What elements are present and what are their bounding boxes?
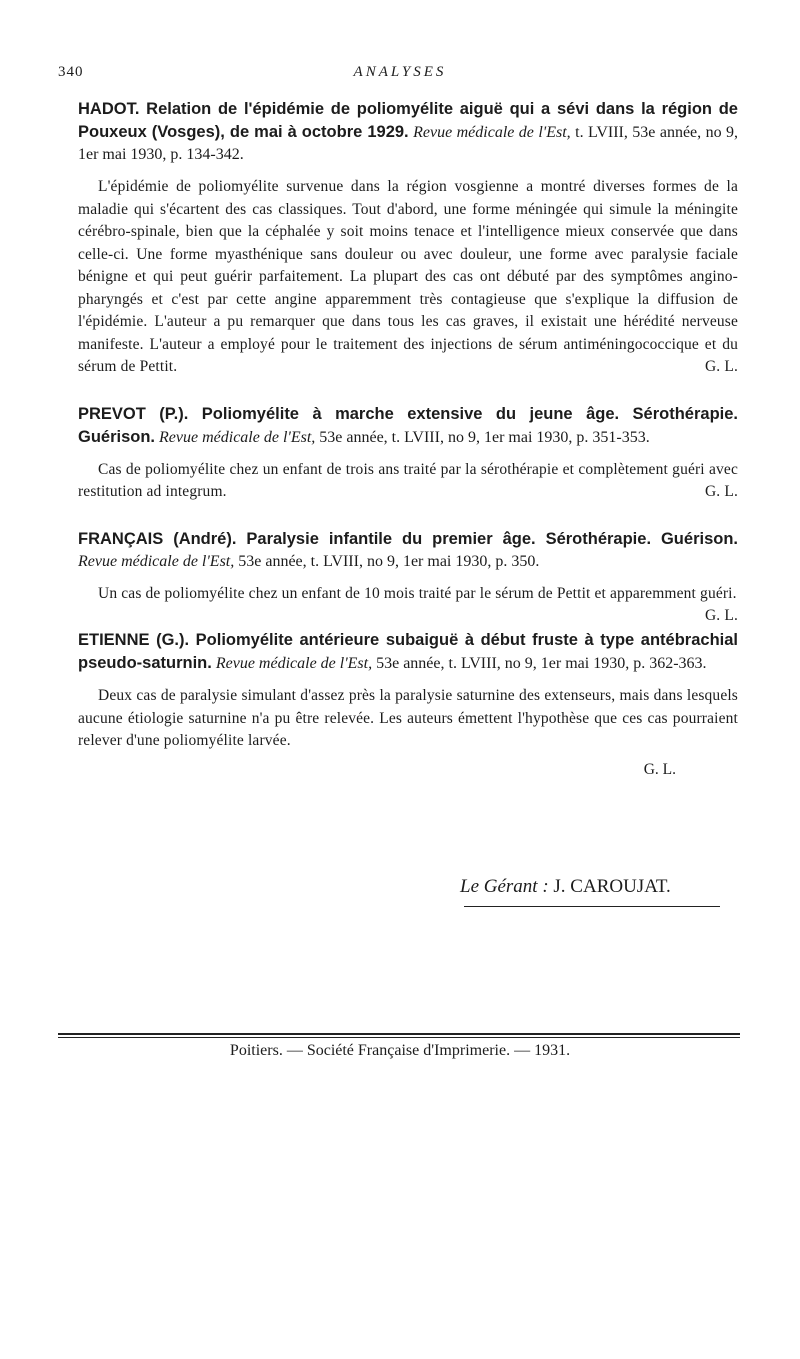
entry-heading: FRANÇAIS (André). Paralysie infantile du premier âge. Sérothérapie. Guérison. xyxy=(78,529,738,548)
entry-journal: Revue médicale de l'Est, xyxy=(159,428,316,446)
entry-heading: HADOT. Relation de l'épidémie de poliomyélite aiguë qui a sévi dans la région de Pouxeux (Vosges), de mai à octobre 1929. xyxy=(78,100,738,141)
entry-abstract xyxy=(78,583,738,624)
footer-rule-thick xyxy=(58,1033,740,1035)
printer-imprint: Poitiers. — Société Française d'Imprimerie. — 1931. xyxy=(229,1042,571,1059)
entry-heading: ETIENNE (G.). Poliomyélite antérieure subaiguë à début fruste à type antébrachial pseudo-saturnin. xyxy=(78,631,738,672)
entry-heading: PREVOT (P.). Poliomyélite à marche extensive du jeune âge. Sérothérapie. Guérison. xyxy=(78,404,738,446)
entry-journal: Revue médicale de l'Est, xyxy=(413,124,571,141)
entry-citation: 53e année, t. LVIII, no 9, 1er mai 1930, p. 362-363. xyxy=(376,655,707,672)
entry-abstract xyxy=(78,176,738,379)
entry-journal: Revue médicale de l'Est, xyxy=(215,655,373,672)
entry-citation: 53e année, t. LVIII, no 9, 1er mai 1930, p. 351-353. xyxy=(319,428,650,446)
entry-reference xyxy=(78,629,738,675)
publisher-manager xyxy=(460,876,720,898)
entry-abstract-text: Deux cas de paralysie simulant d'assez près la paralysie saturnine des extenseurs, mais dans lesquels aucune étiologie saturnine n'a pu être relevée. Les auteurs émettent l'hypothèse que ces cas pourraient relever d'une poliomyélite larvée. xyxy=(78,687,738,749)
entry-journal: Revue médicale de l'Est, xyxy=(78,552,235,570)
analysis-entry-hadot xyxy=(78,98,738,379)
entry-signature: G. L. xyxy=(643,760,676,778)
analysis-entry-etienne xyxy=(78,629,738,781)
gerant-name: J. CAROUJAT. xyxy=(553,876,671,897)
entry-abstract-text: Un cas de poliomyélite chez un enfant de 10 mois traité par le sérum de Pettit et apparemment guéri. xyxy=(98,584,737,602)
gerant-rule xyxy=(464,906,720,907)
analyses-list xyxy=(78,98,738,805)
page-number: 340 xyxy=(58,64,84,80)
entry-citation: 53e année, t. LVIII, no 9, 1er mai 1930, p. 350. xyxy=(238,552,540,570)
analysis-entry-prevot xyxy=(78,403,738,504)
footer-rule-thin xyxy=(58,1037,740,1038)
entry-abstract xyxy=(78,459,738,504)
entry-reference xyxy=(78,98,738,166)
analysis-entry-francais xyxy=(78,528,738,624)
entry-reference xyxy=(78,403,738,449)
entry-abstract-text: Cas de poliomyélite chez un enfant de trois ans traité par la sérothérapie et complètement guéri avec restitution ad integrum. xyxy=(78,460,738,500)
entry-reference xyxy=(78,528,738,573)
entry-signature: G. L. xyxy=(704,607,738,624)
page-header xyxy=(58,64,742,86)
entry-signature: G. L. xyxy=(704,483,738,500)
entry-abstract xyxy=(78,685,738,753)
entry-citation: t. LVIII, 53e année, no 9, 1er mai 1930, p. 134-342. xyxy=(78,124,739,163)
running-title: ANALYSES xyxy=(353,64,447,80)
entry-signature: G. L. xyxy=(704,358,738,375)
entry-abstract-text: L'épidémie de poliomyélite survenue dans la région vosgienne a montré diverses formes de la maladie qui s'écartent des cas classiques. Tout d'abord, une forme méningée qui simule la méningite cérébro-spinale, bien que la céphalée y soit moins tenace et l'intelligence mieux conservée que dans celle-ci. Une forme myasthénique sans douleur ou avec douleur, une forme avec paralysie faciale bénigne et qui peut guérir parfaitement. La plupart des cas ont débuté par des symptômes angino-pharyngés et c'est par cette angine apparemment très contagieuse que s'explique la diffusion de l'épidémie. L'auteur a pu remarquer que dans tous les cas graves, il existait une hérédité nerveuse manifeste. L'auteur a employé pour le traitement des injections de sérum antiméningococcique et du sérum de Pettit. xyxy=(78,178,738,375)
gerant-label: Le Gérant : xyxy=(460,876,549,897)
